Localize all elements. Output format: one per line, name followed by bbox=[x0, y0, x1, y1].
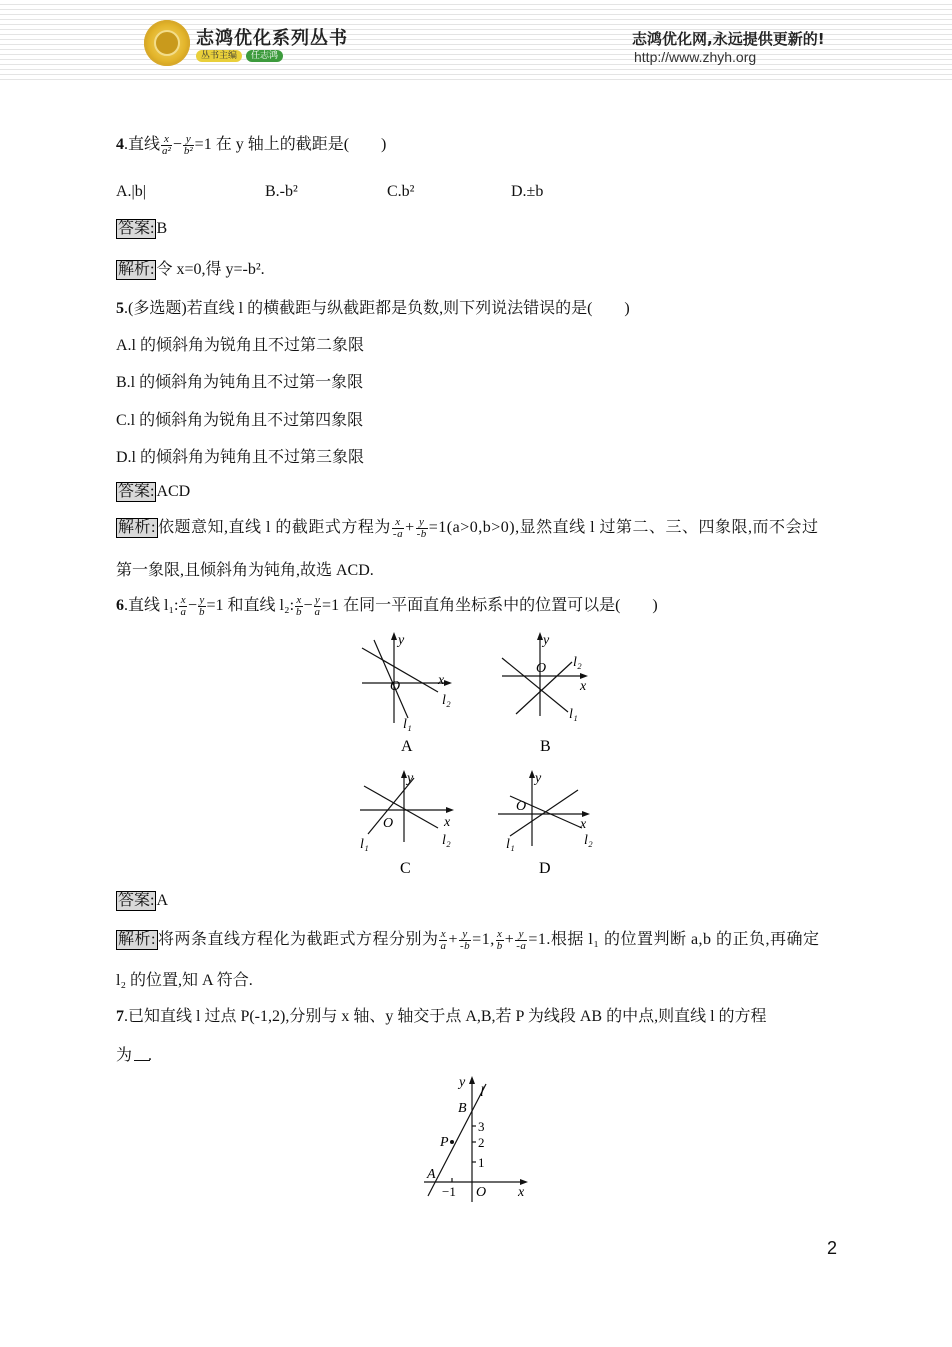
q5-option-b: B.l 的倾斜角为钝角且不过第一象限 bbox=[116, 374, 364, 391]
q5-option-a: A.l 的倾斜角为锐角且不过第二象限 bbox=[116, 337, 365, 354]
q5-stem: 5.(多选题)若直线 l 的横截距与纵截距都是负数,则下列说法错误的是( ) bbox=[116, 300, 630, 317]
q6-graph-c bbox=[352, 766, 462, 884]
origin-label: O bbox=[516, 799, 527, 814]
q6-graph-b bbox=[494, 628, 604, 760]
graph-label: C bbox=[400, 860, 411, 877]
tick-1: 1 bbox=[478, 1155, 485, 1170]
publisher-logo bbox=[144, 20, 190, 66]
a-label: A bbox=[427, 1167, 436, 1182]
origin-label: O bbox=[390, 679, 401, 694]
y-label: y bbox=[535, 771, 542, 786]
q5-analysis: 解析: 依题意知,直线 l 的截距式方程为 $\frac{x}{-a}$ + $\frac{y}{-b}$ =1(a>0,b>0),显然直线 l 过第二、三、四象限,而不会过 bbox=[118, 515, 819, 540]
b-label: B bbox=[458, 1101, 467, 1116]
q7-answer-blank[interactable] bbox=[134, 1060, 150, 1061]
l1-label: l₁ bbox=[569, 707, 578, 722]
l1-label: l₁ bbox=[360, 837, 369, 852]
q5-answer: 答案: ACD bbox=[118, 483, 191, 500]
x-label: x bbox=[580, 679, 587, 694]
q4-option-c: C.b² bbox=[387, 183, 415, 200]
l1-label: l₁ bbox=[506, 837, 515, 852]
series-title: 志鸿优化系列丛书 bbox=[196, 28, 348, 49]
q6-stem: 6.直线 l₁: $\frac{x}{a}$ − $\frac{y}{b}$ =1 和直线 l₂: $\frac{x}{b}$ − $\frac{y}{a}$ =1 在同一平面直角坐标系中的位置可以是( ) bbox=[116, 593, 658, 618]
tick-3: 3 bbox=[478, 1119, 485, 1134]
point-p bbox=[450, 1140, 454, 1144]
q4-analysis: 解析: 令 x=0,得 y=-b². bbox=[118, 261, 265, 278]
q5-option-c: C.l 的倾斜角为锐角且不过第四象限 bbox=[116, 412, 364, 429]
header-slogan: 志鸿优化网,永远提供更新的! bbox=[632, 30, 825, 48]
tick-minus-1: −1 bbox=[442, 1184, 456, 1199]
graph-label: B bbox=[540, 738, 551, 755]
l1-label: l₁ bbox=[403, 717, 412, 732]
line-l1 bbox=[502, 658, 568, 712]
q5-option-d: D.l 的倾斜角为钝角且不过第三象限 bbox=[116, 449, 365, 466]
q6-analysis: 解析: 将两条直线方程化为截距式方程分别为 $\frac{x}{a}$ + $\frac{y}{-b}$ =1, $\frac{x}{b}$ + $\frac{y}{-a}$ =1.根据 l₁ 的位置判断 a,b 的正负,再确定 bbox=[118, 927, 820, 952]
q4-option-d: D.±b bbox=[511, 183, 544, 200]
x-label: x bbox=[580, 817, 587, 832]
q4-answer: 答案: B bbox=[118, 220, 168, 237]
x-label: x bbox=[518, 1185, 525, 1200]
q6-analysis-cont: l₂ 的位置,知 A 符合. bbox=[116, 972, 253, 989]
p-label: P bbox=[440, 1135, 449, 1150]
l2-label: l₂ bbox=[442, 833, 451, 848]
origin-label: O bbox=[536, 661, 547, 676]
l2-label: l₂ bbox=[442, 693, 451, 708]
q5-analysis-cont: 第一象限,且倾斜角为钝角,故选 ACD. bbox=[116, 562, 374, 579]
graph-label: D bbox=[539, 860, 551, 877]
q4-option-b: B.-b² bbox=[265, 183, 298, 200]
q7-stem-cont: 为 . bbox=[116, 1047, 153, 1064]
l2-label: l₂ bbox=[573, 655, 582, 670]
q6-answer: 答案: A bbox=[118, 892, 169, 909]
header-url[interactable]: http://www.zhyh.org bbox=[634, 49, 757, 65]
y-label: y bbox=[407, 771, 414, 786]
origin-label: O bbox=[383, 816, 394, 831]
x-label: x bbox=[438, 673, 445, 688]
q6-graph-d bbox=[490, 766, 605, 884]
graph-label: A bbox=[401, 738, 413, 755]
l-label: l bbox=[480, 1085, 484, 1100]
q4-option-a: A.|b| bbox=[116, 183, 146, 200]
y-label: y bbox=[543, 633, 550, 648]
line-l2 bbox=[364, 786, 438, 828]
x-label: x bbox=[444, 815, 451, 830]
editor-label: 丛书主编 bbox=[196, 50, 242, 62]
tick-2: 2 bbox=[478, 1135, 485, 1150]
editor-name: 任志鸿 bbox=[246, 50, 283, 62]
origin-label: O bbox=[476, 1185, 487, 1200]
y-label: y bbox=[459, 1075, 466, 1090]
l2-label: l₂ bbox=[584, 833, 593, 848]
page-number: 2 bbox=[827, 1238, 838, 1258]
q7-figure bbox=[418, 1068, 538, 1208]
q6-graph-a bbox=[352, 628, 462, 760]
q7-stem: 7.已知直线 l 过点 P(-1,2),分别与 x 轴、y 轴交于点 A,B,若 P 为线段 AB 的中点,则直线 l 的方程 bbox=[116, 1008, 767, 1025]
q4-stem: 4.直线 $\frac{x}{\text{a²}}$ − $\frac{y}{\text{b²}}$ =1 在 y 轴上的截距是( ) bbox=[116, 132, 387, 157]
y-label: y bbox=[398, 633, 405, 648]
